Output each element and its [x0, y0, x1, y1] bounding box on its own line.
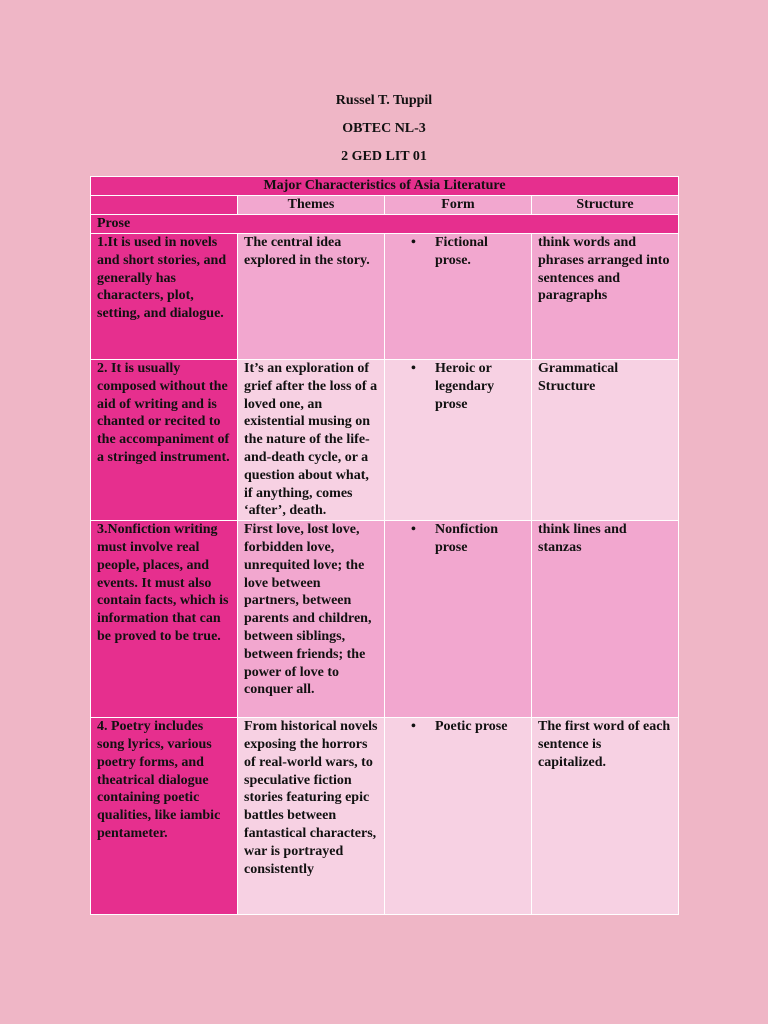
bullet-icon: •: [411, 361, 416, 376]
table-row: [91, 360, 679, 521]
characteristics-table: [90, 176, 679, 915]
column-header-structure: Structure: [532, 196, 679, 215]
row-form: • Poetic prose: [385, 718, 532, 915]
column-header-form: Form: [385, 196, 532, 215]
row-structure: think lines and stanzas: [532, 521, 679, 718]
row-structure: think words and phrases arranged into sentences and paragraphs: [532, 234, 679, 360]
table-row: [91, 718, 679, 915]
table-title: Major Characteristics of Asia Literature: [91, 177, 679, 196]
row-description: 1.It is used in novels and short stories, and generally has characters, plot, setting, and dialogue.: [91, 234, 238, 360]
bullet-icon: •: [411, 719, 416, 735]
row-description: 4. Poetry includes song lyrics, various poetry forms, and theatrical dialogue containing poetic qualities, like iambic pentameter.: [91, 718, 238, 915]
column-header-themes: Themes: [238, 196, 385, 215]
section-label: Prose: [91, 215, 679, 234]
row-theme: It’s an exploration of grief after the loss of a loved one, an existential musing on the nature of the life-and-death cycle, or a question about what, if anything, comes ‘after’, death.: [238, 360, 385, 521]
row-theme: The central idea explored in the story.: [238, 234, 385, 360]
column-header-blank: [91, 196, 238, 215]
table-header-row: [91, 196, 679, 215]
bullet-icon: •: [411, 522, 416, 538]
bullet-icon: •: [411, 235, 416, 250]
table-row: [91, 234, 679, 360]
row-structure: Grammatical Structure: [532, 360, 679, 521]
table-title-row: [91, 177, 679, 196]
table-row: [91, 521, 679, 718]
author-name: Russel T. Tuppil: [335, 93, 433, 108]
row-description: 3.Nonfiction writing must involve real people, places, and events. It must also contain facts, which is information that can be proved to be true.: [91, 521, 238, 718]
row-form: • Heroic or legendary prose: [385, 360, 532, 521]
row-structure: The first word of each sentence is capitalized.: [532, 718, 679, 915]
course-code: 2 GED LIT 01: [341, 149, 427, 164]
row-description: 2. It is usually composed without the aid of writing and is chanted or recited to the accompaniment of a stringed instrument.: [91, 360, 238, 521]
section-row: [91, 215, 679, 234]
row-theme: First love, lost love, forbidden love, unrequited love; the love between partners, between parents and children, between siblings, between friends; the power of love to conquer all.: [238, 521, 385, 718]
row-form: • Fictional prose.: [385, 234, 532, 360]
section-code: OBTEC NL-3: [342, 121, 426, 136]
row-theme: From historical novels exposing the horrors of real-world wars, to speculative fiction stories featuring epic battles between fantastical characters, war is portrayed consistently: [238, 718, 385, 915]
row-form: • Nonfiction prose: [385, 521, 532, 718]
